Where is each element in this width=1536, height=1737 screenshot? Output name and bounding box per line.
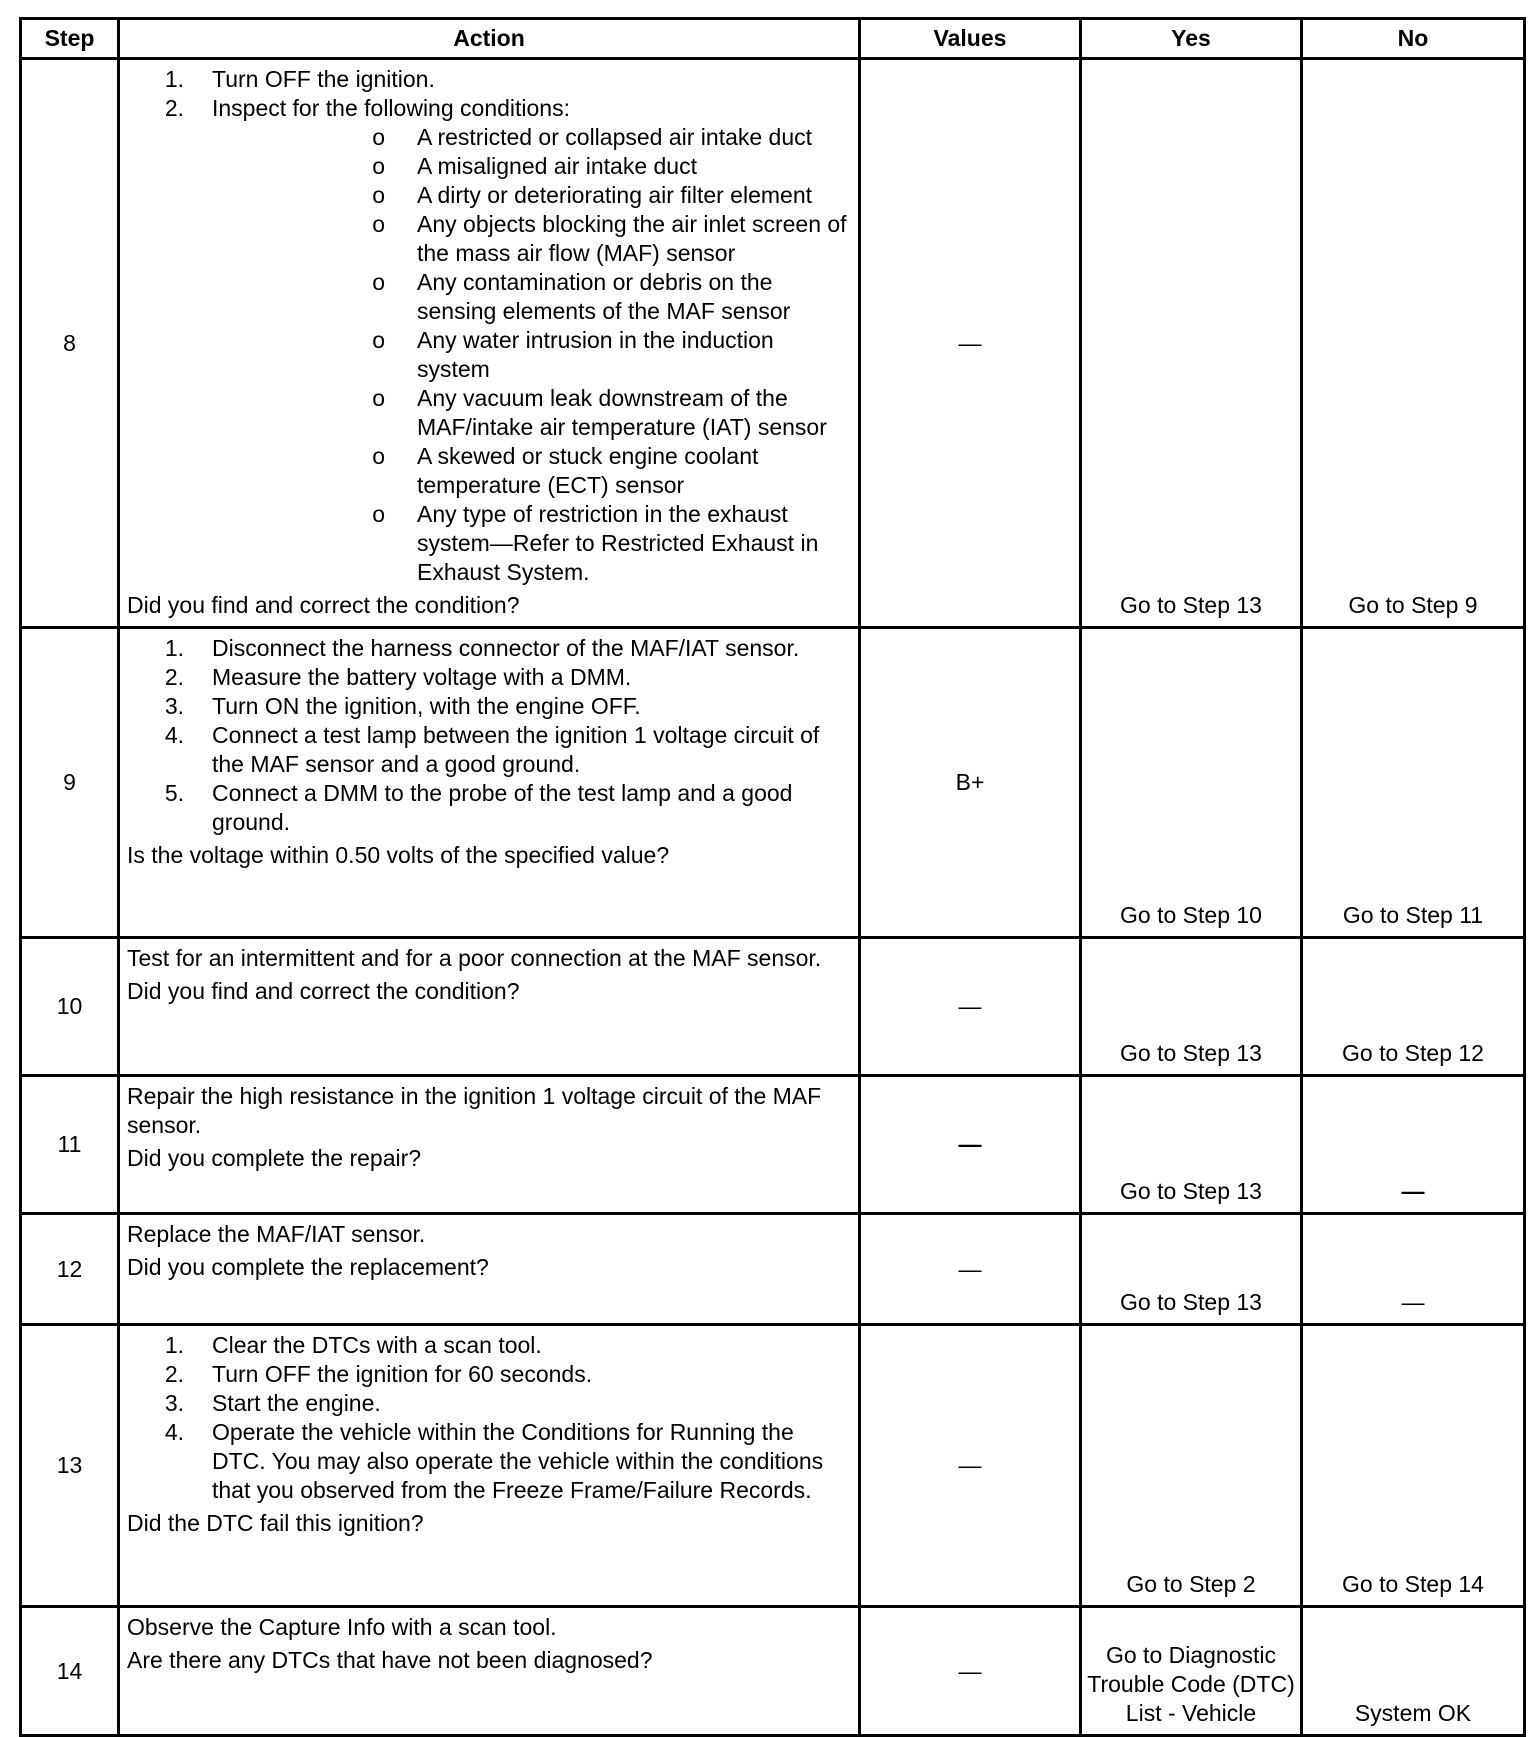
header-row [21,19,1525,59]
no-cell: Go to Step 11 [1302,628,1525,938]
step-row-14 [21,1607,1525,1736]
yes-cell: Go to Step 13 [1081,59,1302,628]
no-cell: — [1302,1076,1525,1214]
step-number: 12 [21,1214,119,1325]
action-steps [127,65,852,123]
step-row-12 [21,1214,1525,1325]
step-number: 11 [21,1076,119,1214]
step-number: 9 [21,628,119,938]
bullet-icon: o [372,211,385,237]
step-row-10 [21,938,1525,1076]
values-cell: — [860,1607,1081,1736]
yes-cell: Go to Step 10 [1081,628,1302,938]
action-cell [119,1076,860,1214]
condition-item: o A dirty or deteriorating air filter element [127,181,852,210]
bullet-icon: o [372,269,385,295]
no-cell: Go to Step 14 [1302,1325,1525,1607]
action-step: 5. Connect a DMM to the probe of the test lamp and a good ground. [164,780,793,835]
condition-list [127,123,852,587]
no-cell: System OK [1302,1607,1525,1736]
step-row-8 [21,59,1525,628]
condition-item: o Any vacuum leak downstream of the MAF/intake air temperature (IAT) sensor [127,384,852,442]
step-number: 14 [21,1607,119,1736]
action-question: Are there any DTCs that have not been diagnosed? [127,1647,653,1673]
bullet-icon: o [372,501,385,527]
header-action: Action [119,19,860,59]
condition-item: o A misaligned air intake duct [127,152,852,181]
action-question: Did you find and correct the condition? [127,978,520,1004]
action-step: 2. Measure the battery voltage with a DMM. [164,664,632,690]
action-text: Observe the Capture Info with a scan tool. [127,1614,557,1640]
bullet-icon: o [372,182,385,208]
action-text: Replace the MAF/IAT sensor. [127,1221,426,1247]
values-cell: B+ [860,628,1081,938]
action-steps [127,1331,852,1505]
bullet-icon: o [372,385,385,411]
header-values: Values [860,19,1081,59]
action-question: Did you find and correct the condition? [127,592,520,618]
step-row-9 [21,628,1525,938]
no-cell: — [1302,1214,1525,1325]
action-text: Test for an intermittent and for a poor connection at the MAF sensor. [127,945,822,971]
action-text: Repair the high resistance in the ignition 1 voltage circuit of the MAF sensor. [127,1083,822,1138]
action-cell [119,1325,860,1607]
action-question: Did you complete the repair? [127,1145,422,1171]
action-step: 3. Turn ON the ignition, with the engine OFF. [164,693,641,719]
condition-item: o Any contamination or debris on the sensing elements of the MAF sensor [127,268,852,326]
no-cell: Go to Step 12 [1302,938,1525,1076]
yes-cell: Go to Step 2 [1081,1325,1302,1607]
values-cell: — [860,1076,1081,1214]
condition-item: o Any type of restriction in the exhaust system—Refer to Restricted Exhaust in Exhaust System. [127,500,852,587]
bullet-icon: o [372,443,385,469]
action-step: 2. Inspect for the following conditions: [164,95,570,121]
action-cell [119,938,860,1076]
action-step: 1. Turn OFF the ignition. [164,66,435,92]
values-cell: — [860,1325,1081,1607]
condition-item: o Any water intrusion in the induction system [127,326,852,384]
header-yes: Yes [1081,19,1302,59]
yes-cell: Go to Step 13 [1081,1214,1302,1325]
yes-cell: Go to Step 13 [1081,1076,1302,1214]
no-cell: Go to Step 9 [1302,59,1525,628]
action-cell [119,1607,860,1736]
step-row-11 [21,1076,1525,1214]
diagnostic-table [19,17,1526,1737]
action-steps [127,634,852,837]
values-cell: — [860,59,1081,628]
header-no: No [1302,19,1525,59]
action-step: 1. Clear the DTCs with a scan tool. [164,1332,542,1358]
step-row-13 [21,1325,1525,1607]
values-cell: — [860,938,1081,1076]
condition-item: o A restricted or collapsed air intake duct [127,123,852,152]
action-step: 4. Connect a test lamp between the ignition 1 voltage circuit of the MAF sensor and a good ground. [164,722,820,777]
step-number: 8 [21,59,119,628]
yes-cell: Go to Diagnostic Trouble Code (DTC) List - Vehicle [1081,1607,1302,1736]
action-step: 4. Operate the vehicle within the Conditions for Running the DTC. You may also operate the vehicle within the conditions that you observed from the Freeze Frame/Failure Records. [164,1419,824,1503]
bullet-icon: o [372,153,385,179]
condition-item: o A skewed or stuck engine coolant temperature (ECT) sensor [127,442,852,500]
action-cell [119,628,860,938]
bullet-icon: o [372,124,385,150]
action-step: 1. Disconnect the harness connector of the MAF/IAT sensor. [164,635,800,661]
action-question: Did you complete the replacement? [127,1254,489,1280]
action-step: 2. Turn OFF the ignition for 60 seconds. [164,1361,593,1387]
action-cell [119,1214,860,1325]
condition-item: o Any objects blocking the air inlet screen of the mass air flow (MAF) sensor [127,210,852,268]
action-cell [119,59,860,628]
step-number: 13 [21,1325,119,1607]
bullet-icon: o [372,327,385,353]
action-step: 3. Start the engine. [164,1390,381,1416]
action-question: Did the DTC fail this ignition? [127,1510,424,1536]
header-step: Step [21,19,119,59]
step-number: 10 [21,938,119,1076]
action-question: Is the voltage within 0.50 volts of the specified value? [127,842,670,868]
values-cell: — [860,1214,1081,1325]
yes-cell: Go to Step 13 [1081,938,1302,1076]
